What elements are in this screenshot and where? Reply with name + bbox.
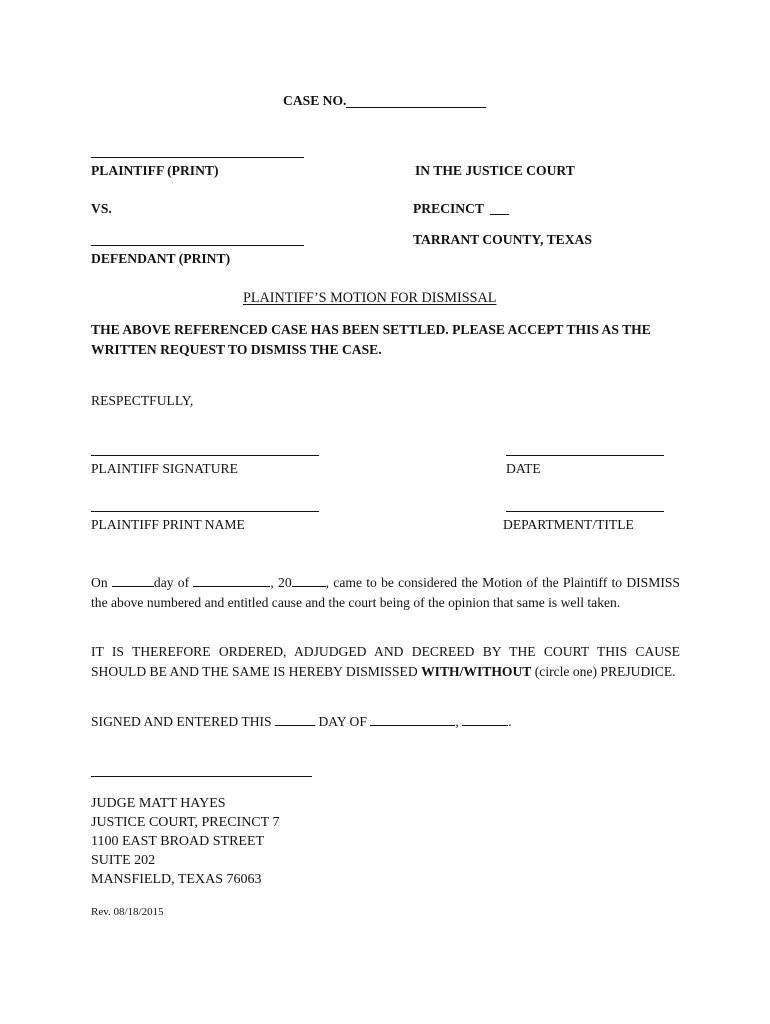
signed-day-field[interactable] — [275, 712, 315, 726]
order-year-field[interactable] — [292, 573, 326, 587]
order-day-field[interactable] — [112, 573, 154, 587]
defendant-name-field[interactable] — [91, 245, 304, 246]
judge-city: MANSFIELD, TEXAS 76063 — [91, 872, 262, 887]
county-label: TARRANT COUNTY, TEXAS — [413, 232, 592, 247]
order-month-field[interactable] — [193, 573, 270, 587]
judge-name: JUDGE MATT HAYES — [91, 796, 226, 811]
with-without-choice[interactable]: WITH/WITHOUT — [421, 663, 532, 679]
request-line-2: WRITTEN REQUEST TO DISMISS THE CASE. — [91, 342, 382, 357]
plaintiff-print-name-label: PLAINTIFF PRINT NAME — [91, 517, 245, 532]
court-name: IN THE JUSTICE COURT — [415, 163, 575, 178]
order-paragraph-1 — [91, 573, 680, 612]
order-year-prefix: , 20 — [270, 575, 292, 590]
order-on-word: On — [91, 575, 108, 590]
order-prejudice-text: (circle one) PREJUDICE. — [531, 663, 676, 679]
signed-year-field[interactable] — [462, 712, 508, 726]
order-paragraph-2 — [91, 642, 680, 681]
department-title-label: DEPARTMENT/TITLE — [503, 517, 634, 532]
precinct-number-field[interactable] — [490, 214, 509, 215]
judge-address-block — [91, 794, 279, 889]
judge-suite: SUITE 202 — [91, 853, 156, 868]
document-title: PLAINTIFF’S MOTION FOR DISMISSAL — [243, 290, 497, 306]
defendant-print-label: DEFENDANT (PRINT) — [91, 251, 231, 266]
case-no-label: CASE NO. — [283, 93, 347, 108]
signed-period: . — [508, 714, 512, 729]
department-title-field[interactable] — [506, 511, 664, 512]
request-line-1: THE ABOVE REFERENCED CASE HAS BEEN SETTLED. PLEASE ACCEPT THIS AS THE — [91, 322, 651, 337]
date-label: DATE — [506, 461, 541, 476]
order-paragraph-1-rest: , came to be considered the Motion of the Plaintiff to DISMISS the above numbered and entitled cause and the court being of the opinion that same is well taken. — [91, 575, 680, 610]
signed-entered-line — [91, 712, 512, 730]
judge-signature-field[interactable] — [91, 776, 312, 777]
plaintiff-signature-label: PLAINTIFF SIGNATURE — [91, 461, 238, 476]
plaintiff-signature-field[interactable] — [91, 455, 319, 456]
signed-comma: , — [455, 714, 459, 729]
judge-street: 1100 EAST BROAD STREET — [91, 834, 265, 849]
judge-court: JUSTICE COURT, PRECINCT 7 — [91, 815, 280, 830]
signed-day-of-text: DAY OF — [318, 714, 367, 729]
order-day-of-text: day of — [153, 575, 190, 590]
plaintiff-print-name-field[interactable] — [91, 511, 319, 512]
precinct-label: PRECINCT — [413, 201, 484, 216]
date-field[interactable] — [506, 455, 664, 456]
plaintiff-print-label: PLAINTIFF (PRINT) — [91, 163, 219, 178]
revision-date: Rev. 08/18/2015 — [91, 906, 164, 918]
order-decree-text: IT IS THEREFORE ORDERED, ADJUDGED AND DECREED BY THE COURT THIS CAUSE SHOULD BE AND THE SAME IS HEREBY DISMISSED — [91, 644, 680, 679]
plaintiff-name-field[interactable] — [91, 157, 304, 158]
closing-respectfully: RESPECTFULLY, — [91, 393, 194, 408]
signed-entered-text: SIGNED AND ENTERED THIS — [91, 714, 272, 729]
versus-label: VS. — [91, 201, 112, 216]
signed-month-field[interactable] — [370, 712, 455, 726]
case-no-field[interactable] — [346, 107, 486, 108]
